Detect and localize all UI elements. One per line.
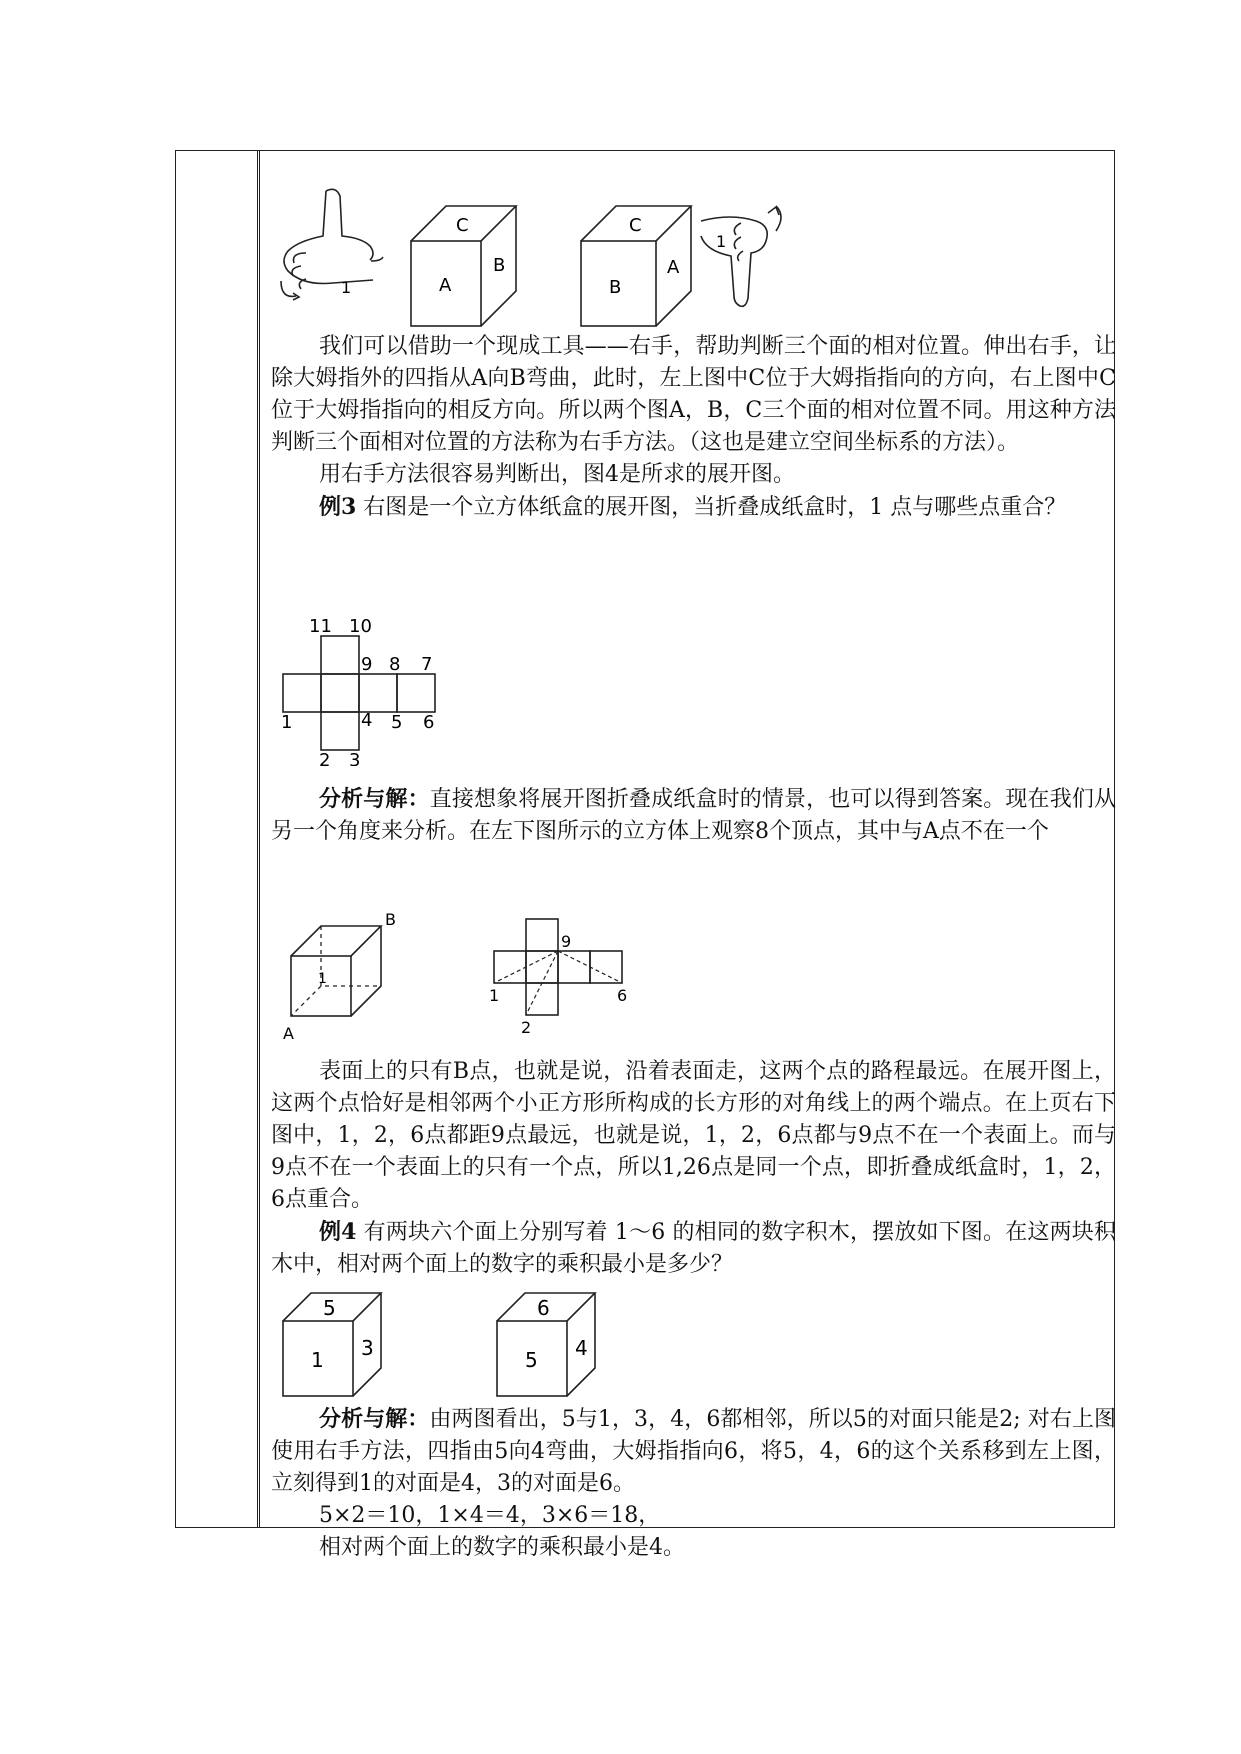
analysis-3-label: 分析与解： [319,786,430,812]
net-label-8: 8 [389,654,401,675]
net-label-11: 11 [309,616,332,637]
column-divider-inner [259,151,260,1527]
example-4-label: 例4 [319,1219,357,1245]
cube-vertex-b: B [385,911,396,929]
net-label-10: 10 [349,616,372,637]
hand-mark-right: 1 [716,232,727,251]
net-label-3: 3 [349,750,361,766]
cube-right-right: A [667,257,680,278]
cube-right-front: B [609,277,622,298]
example-4-text: 有两块六个面上分别写着 1～6 的相同的数字积木，摆放如下图。在这两块积木中，相对两个面上的数字的乘积最小是多少？ [271,1220,1116,1277]
net-label-6: 6 [423,712,435,733]
table-frame [175,150,1116,1560]
net3-label-1: 1 [489,986,500,1005]
net-label-5: 5 [391,712,403,733]
column-divider [257,151,258,1527]
cube-left-top: C [456,215,469,236]
analysis-4-label: 分析与解： [319,1406,430,1432]
net3-label-6: 6 [617,986,628,1005]
cube2-top: 6 [537,1296,550,1320]
cube1-top: 5 [323,1296,336,1320]
paragraph-diagonal-explanation: 表面上的只有B点，也就是说，沿着表面走，这两个点的路程最远。在展开图上，这两个点恰好是相邻两个小正方形所构成的长方形的对角线上的两个端点。在上页右下图中，1，2，6点都距9点最远，也就是说，1，2，6点都与9点不在一个表面上。而与9点不在一个表面上的只有一个点，所以1,26点是同一个点，即折叠成纸盒时，1，2，6点重合。 [271,1059,1116,1212]
figure-cube-and-net-diagonals [281,911,741,1041]
cube-right-top: C [629,215,642,236]
net-label-1: 1 [281,712,293,733]
thumbs-up-hand-icon [281,189,383,300]
example-4 [271,1216,1116,1281]
cube-inner-label: 1 [318,971,327,987]
text-block-2 [271,783,1116,848]
text-block-4 [271,1403,1116,1564]
example-3-text: 右图是一个立方体纸盒的展开图，当折叠成纸盒时，1 点与哪些点重合？ [356,495,1067,520]
calculation-line: 5×2＝10，1×4＝4，3×6＝18， [319,1503,661,1528]
paragraph-figure4-answer: 用右手方法很容易判断出，图4是所求的展开图。 [319,462,795,487]
cube2-right: 4 [575,1336,588,1360]
net3-label-2: 2 [521,1018,532,1037]
figure-cube-net-numbered [281,616,481,766]
cube-left-front: A [439,275,452,296]
example-3 [271,491,1116,524]
text-block-1 [271,331,1116,524]
analysis-4-text: 由两图看出，5与1，3，4，6都相邻，所以5的对面只能是2; 对右上图使用右手方法，四指由5向4弯曲，大姆指指向6，将5，4，6的这个关系移到左上图，立刻得到1的对面是4，3的对面是6。 [271,1407,1116,1496]
cube1-front: 1 [311,1348,324,1372]
cube-left-right: B [493,255,506,276]
net-label-9: 9 [361,654,373,675]
analysis-3-text: 直接想象将展开图折叠成纸盒时的情景，也可以得到答案。现在我们从另一个角度来分析。在左下图所示的立方体上观察8个顶点，其中与A点不在一个 [271,787,1116,844]
paragraph-right-hand-method: 我们可以借助一个现成工具——右手，帮助判断三个面的相对位置。伸出右手，让除大姆指外的四指从A向B弯曲，此时，左上图中C位于大姆指指向的方向，右上图中C位于大姆指指向的相反方向。所以两个图A，B，C三个面的相对位置不同。用这种方法判断三个面相对位置的方法称为右手方法。（这也是建立空间坐标系的方法）。 [271,334,1116,455]
cube2-front: 5 [525,1348,538,1372]
figure-numbered-cubes [281,1291,621,1401]
hand-mark-left: 1 [341,278,352,297]
net-label-7: 7 [421,654,433,675]
example-3-label: 例3 [319,494,357,520]
thumbs-down-hand-icon [701,206,781,306]
conclusion-line: 相对两个面上的数字的乘积最小是4。 [319,1535,685,1560]
cube1-right: 3 [361,1336,374,1360]
net-label-2: 2 [319,750,331,766]
net3-label-9: 9 [561,932,572,951]
cube-vertex-a: A [283,1024,294,1041]
figure-right-hand-cubes [271,181,831,331]
text-block-3 [271,1056,1116,1281]
net-label-4: 4 [361,710,373,731]
